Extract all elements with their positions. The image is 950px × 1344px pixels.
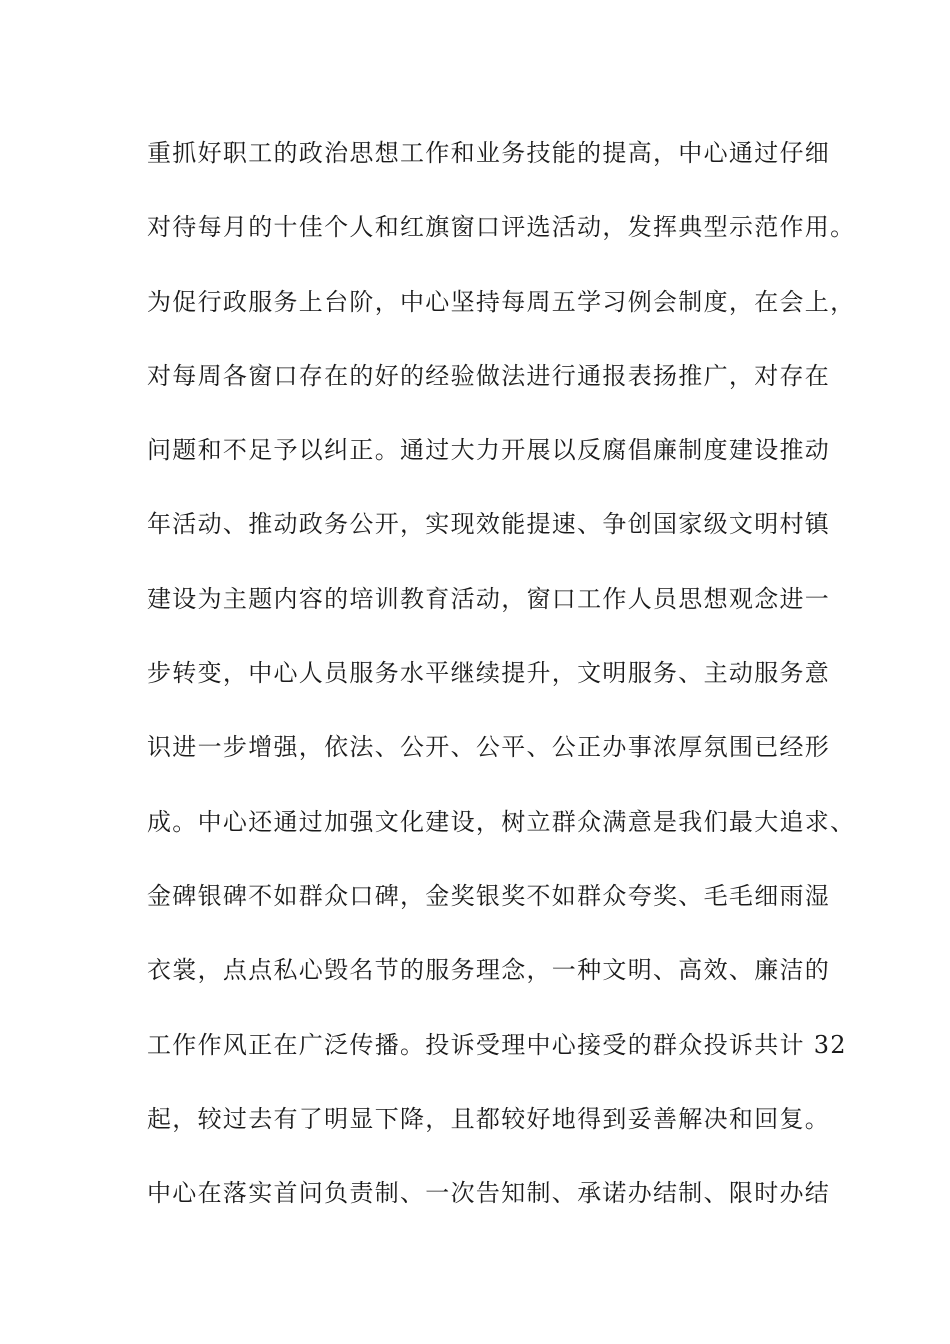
text-line: 工作作风正在广泛传播。投诉受理中心接受的群众投诉共计 32 bbox=[147, 1030, 847, 1059]
text-line: 衣裳，点点私心毁名节的服务理念，一种文明、高效、廉洁的 bbox=[147, 956, 831, 985]
text-line: 起，较过去有了明显下降，且都较好地得到妥善解决和回复。 bbox=[147, 1104, 831, 1133]
text-line: 对待每月的十佳个人和红旗窗口评选活动，发挥典型示范作用。 bbox=[147, 213, 856, 242]
text-line: 金碑银碑不如群众口碑，金奖银奖不如群众夸奖、毛毛细雨湿 bbox=[147, 881, 831, 910]
text-line: 对每周各窗口存在的好的经验做法进行通报表扬推广，对存在 bbox=[147, 361, 831, 390]
body-text bbox=[147, 133, 856, 1247]
text-line: 识进一步增强，依法、公开、公平、公正办事浓厚氛围已经形 bbox=[147, 733, 831, 762]
text-line: 步转变，中心人员服务水平继续提升，文明服务、主动服务意 bbox=[147, 659, 831, 688]
text-line: 年活动、推动政务公开，实现效能提速、争创国家级文明村镇 bbox=[147, 510, 831, 539]
text-line: 中心在落实首问负责制、一次告知制、承诺办结制、限时办结 bbox=[147, 1179, 831, 1208]
text-line: 成。中心还通过加强文化建设，树立群众满意是我们最大追求、 bbox=[147, 807, 856, 836]
text-line: 建设为主题内容的培训教育活动，窗口工作人员思想观念进一 bbox=[147, 584, 831, 613]
text-line: 问题和不足予以纠正。通过大力开展以反腐倡廉制度建设推动 bbox=[147, 436, 831, 465]
text-line: 重抓好职工的政治思想工作和业务技能的提高，中心通过仔细 bbox=[147, 139, 831, 167]
text-line: 为促行政服务上台阶，中心坚持每周五学习例会制度，在会上， bbox=[147, 287, 856, 316]
